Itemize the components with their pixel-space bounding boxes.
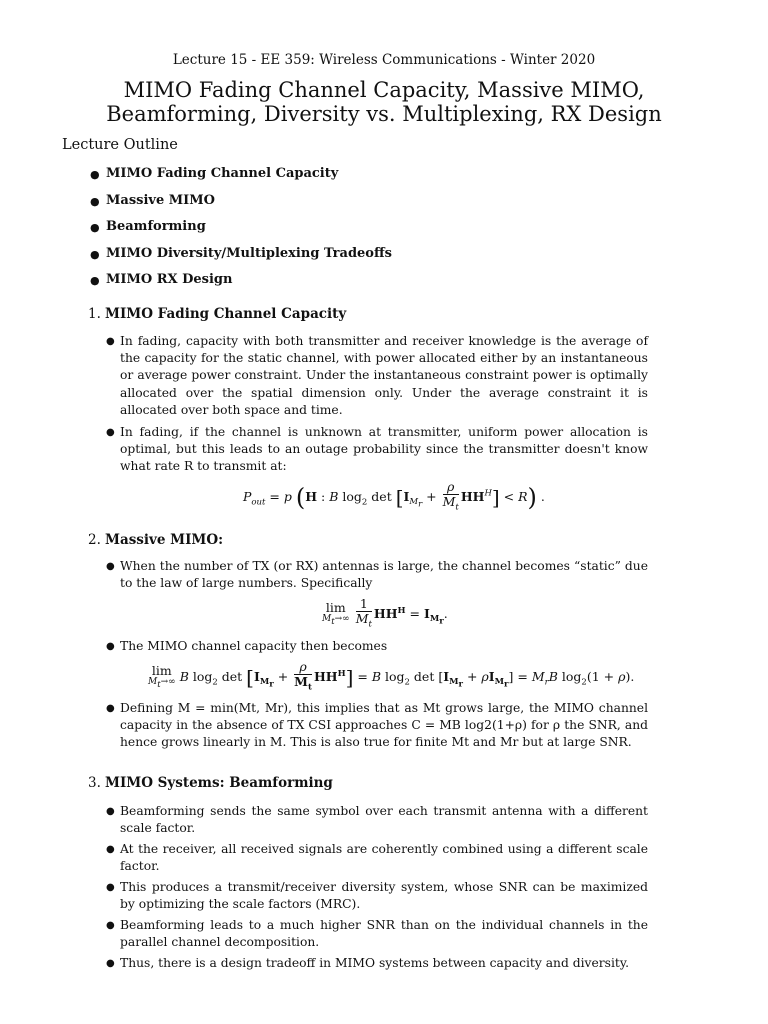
bullet-icon: ● bbox=[90, 274, 100, 287]
outline-item: ● MIMO RX Design bbox=[90, 272, 233, 287]
bullet-icon: ● bbox=[106, 336, 115, 347]
section-2-bullet-3: ● Defining M = min(Mt, Mr), this implies that as Mt grows large, the MIMO channel capacity in the absence of TX CSI approaches C = MB log2(1+ρ) for ρ the SNR, and hence grows linearly in M. This is also true for finite Mt and Mr but at large SNR. bbox=[106, 701, 648, 750]
bullet-icon: ● bbox=[90, 247, 100, 261]
bullet-icon: ● bbox=[106, 561, 115, 572]
section-heading: 2. Massive MIMO: bbox=[88, 532, 224, 548]
outline-item: ● Massive MIMO bbox=[90, 192, 215, 208]
section-3-bullet-2: ● At the receiver, all received signals are coherently combined using a different scale factor. bbox=[106, 842, 648, 874]
section-2-bullet-2: ● The MIMO channel capacity then becomes bbox=[120, 638, 648, 655]
outage-equation: $P_{out} = p$ (H : B $\log_2 \det [I_{M_r}$ + $\frac{\rho}{M_t}$ $HH^H] < R$) . bbox=[243, 479, 545, 513]
bullet-icon: ● bbox=[90, 168, 100, 181]
bullet-icon: ● bbox=[106, 882, 115, 893]
bullet-icon: ● bbox=[106, 641, 115, 652]
outline-item: ● Beamforming bbox=[90, 219, 206, 234]
bullet-icon: ● bbox=[90, 221, 100, 234]
section-3-bullet-1: ● Beamforming sends the same symbol over each transmit antenna with a different scale factor. bbox=[106, 804, 648, 836]
bullet-icon: ● bbox=[106, 958, 115, 969]
bullet-icon: ● bbox=[106, 920, 115, 931]
section-3-bullet-3: ● This produces a transmit/receiver diversity system, whose SNR can be maximized by optimizing the scale factors (MRC). bbox=[106, 880, 648, 912]
page-title bbox=[0, 78, 768, 126]
bullet-icon: ● bbox=[106, 703, 115, 714]
section-heading: 1. MIMO Fading Channel Capacity bbox=[88, 306, 347, 322]
outline-item: ● MIMO Fading Channel Capacity bbox=[90, 166, 339, 181]
section-3-bullet-4: ● Beamforming leads to a much higher SNR than on the individual channels in the parallel channel decomposition. bbox=[106, 918, 648, 950]
bullet-icon: ● bbox=[90, 194, 100, 208]
massive-mimo-limit-equation: lim $M_t\to\infty$ $\frac{1}{M_t}$ $HH^H = I_{M_r}$. bbox=[322, 596, 448, 630]
course-line: Lecture 15 - EE 359: Wireless Communications - Winter 2020 bbox=[172, 52, 596, 68]
section-2-bullet-1: ● When the number of TX (or RX) antennas is large, the channel becomes “static” due to the law of large numbers. Specifically bbox=[106, 559, 648, 591]
outline-item: ● MIMO Diversity/Multiplexing Tradeoffs bbox=[90, 245, 392, 261]
outline-heading: Lecture Outline bbox=[62, 137, 178, 153]
title-line-1: MIMO Fading Channel Capacity, Massive MIMO, bbox=[123, 78, 645, 102]
section-1-bullet-2: ● In fading, if the channel is unknown at transmitter, uniform power allocation is optimal, but this leads to an outage probability since the transmitter doesn't know what rate R to transmit at: bbox=[106, 425, 648, 474]
title-line-2: Beamforming, Diversity vs. Multiplexing, RX Design bbox=[106, 102, 662, 126]
section-1-bullet-1: ● In fading, capacity with both transmitter and receiver knowledge is the average of the capacity for the static channel, with power allocated either by an instantaneous or average power constraint. Under the instantaneous constraint power is optimally allocated over the spatial dimension only. Under the average constraint it is allocated over both space and time. bbox=[106, 334, 648, 417]
section-3-bullet-5: ● Thus, there is a design tradeoff in MIMO systems between capacity and diversity. bbox=[120, 955, 648, 972]
bullet-icon: ● bbox=[106, 844, 115, 855]
bullet-icon: ● bbox=[106, 427, 115, 438]
section-heading: 3. MIMO Systems: Beamforming bbox=[88, 775, 333, 791]
outline-list bbox=[90, 166, 392, 299]
bullet-icon: ● bbox=[106, 806, 115, 817]
massive-mimo-capacity-equation: lim $M_t\to\infty$ B $\log_2 \det [I_{M_r}$ + $\frac{\rho}{M_t}$ $HH^H] = B$ $\log_2 \det [I_{M_r} + \rho I_{M_r}] = M_rB$ $\log_2(1 + \rho)$. bbox=[148, 659, 635, 693]
